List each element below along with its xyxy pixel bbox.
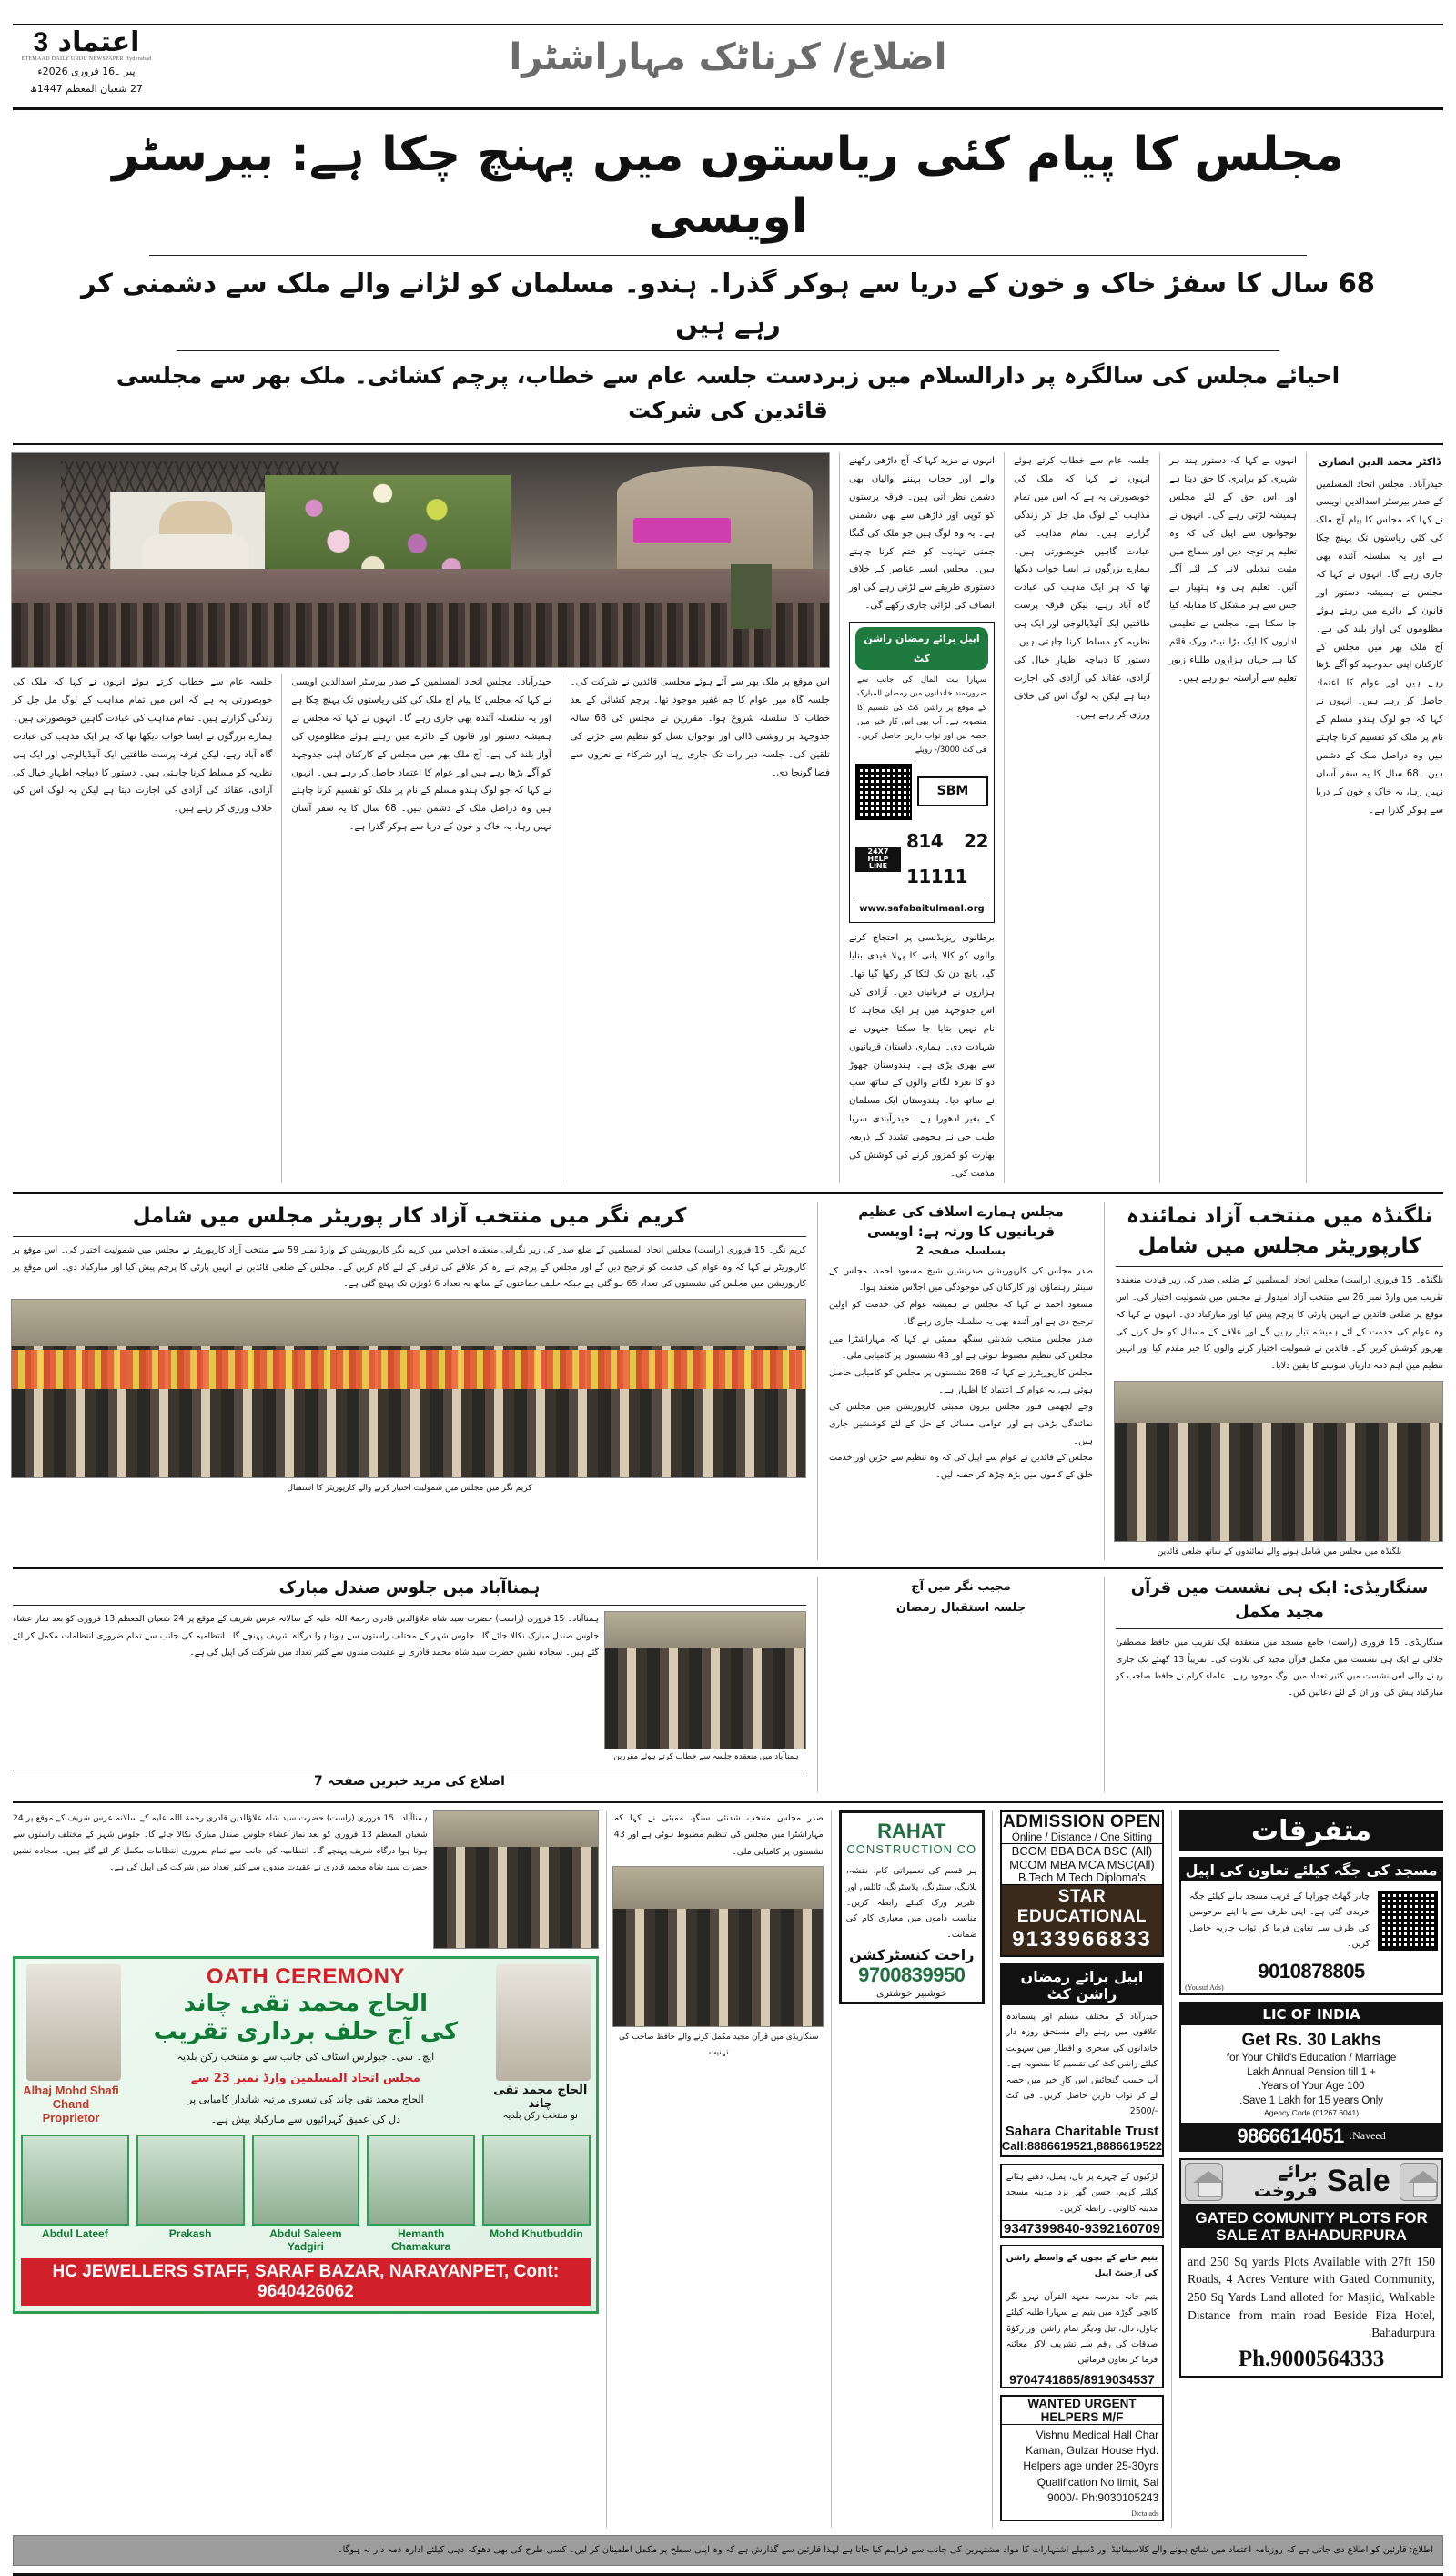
section-jalsa-subtitle: بسلسلہ صفحہ 2 (915, 1243, 1006, 1257)
headline-divider (149, 255, 1307, 256)
ad-wanted-helpers[interactable] (1000, 2395, 1164, 2521)
section-karimnagar-title: کریم نگر میں منتخب آزاد کار پوریٹر مجلس میں شامل (13, 1202, 806, 1237)
section-humnabad-text: ہمناآباد۔ 15 فروری (راست) حضرت سید شاہ علاؤالدین قادری رحمۃ اللہ علیہ کے سالانہ عرس شریف کے موقع پر 24 شعبان المعظم 13 فروری کو بعد نماز عشاء جلوس صندل مبارک نکالا جائے گا۔ جلوس شہر کے مختلف راستوں سے ہوتا ہوا درگاہ شریف پہنچے گا۔ انتظامیہ کی جانب سے تمام ضروری انتظامات مکمل کر لئے گئے ہیں۔ سجادہ نشین حضرت سید شاہ محمد قادری نے عقیدت مندوں سے کثیر تعداد میں شرکت کی اپیل کی ہے۔ (13, 1614, 599, 1658)
section-karimnagar-text: کریم نگر۔ 15 فروری (راست) مجلس اتحاد المسلمین کے ضلع صدر کی زیر نگرانی منعقدہ اجلاس میں کریم نگر کارپوریشن کے وارڈ نمبر 59 سے منتخب آزاد کارپوریٹر نے مجلس میں شمولیت اختیار کی۔ اس موقع پر کارپوریٹر نے کہا کہ وہ عوام کی خدمت کو ترجیح دیں گے اور مجلس کے پرچم تلے رہ کر علاقے کی ترقی کے لئے کام کریں گے۔ مجلس کے ضلعی قائدین نے انہیں پارٹی کا پرچم پیش کیا اور مبارکباد دی۔ اس موقع پر کارپوریشن میں مجلس کی نشستوں کی تعداد 65 ہو گئی ہے جبکہ حلیف جماعتوں کے ساتھ یہ تعداد 6 ڈویژن تک پہنچ گئی ہے۔ (13, 1245, 806, 1290)
main-headline: مجلس کا پیام کئی ریاستوں میں پہنچ چکا ہے: بیرسٹر اویسی (112, 127, 1344, 244)
sbm-ration-ad[interactable] (849, 622, 995, 923)
ad-star-header: ADMISSION OPEN (1003, 1812, 1161, 1832)
page-bottom-rule (13, 2573, 1443, 2576)
ad-sale-plots[interactable] (1179, 2158, 1443, 2378)
oath-staff-photo (21, 2135, 129, 2226)
filler-text-1: صدر مجلس منتخب شدنئی سنگھ ممبئی نے کہا کہ مہاراشٹرا میں مجلس کی تنظیم مضبوط ہوئی ہے اور 43 نشستوں پر کامیابی ملی۔ (613, 1813, 824, 1857)
photo-group (1115, 1423, 1442, 1541)
ad-star-line1: Online / Distance / One Sitting (1002, 1832, 1162, 1844)
story-paragraph: جلسہ عام سے خطاب کرتے ہوئے انہوں نے کہا کہ ملک کی خوبصورتی یہ ہے کہ اس میں تمام مذاہب کے لوگ مل جل کر زندگی گزارتے ہیں۔ تمام مذاہب کی عبادت گاہیں خوبصورتی ہیں۔ ہمارے بزرگوں نے ایسا خواب دیکھا تھا کہ ہر ایک مذہب کی عبادت گاہ آباد رہے، لیکن فرقہ پرست طاقتیں ایک آئیڈیالوجی اور ایک ہی نظریہ کو مسلط کرنا چاہتی ہیں۔ دستور کا دیباچہ اظہارِ خیال کی آزادی، عقائد کی آزادی کی اجازت دیتا ہے لیکن یہ لوگ اس کی خلاف ورزی کر رہے ہیں۔ (13, 677, 273, 815)
masthead-logo-text: اعتماد (57, 26, 140, 58)
ad-star-phone[interactable]: 9133966833 (1012, 1927, 1152, 1952)
column-divider (1104, 1202, 1105, 1560)
oath-staff-name: Hemanth Chamakura (390, 2226, 451, 2253)
lead-headline-block (13, 110, 1443, 436)
house-icon (1400, 2163, 1438, 2201)
jalsa-paragraph: مجلس کے قائدین نے عوام سے اپیل کی کہ وہ تنظیم سے جڑیں اور خدمت خلق کے کاموں میں بڑھ چڑھ کر حصہ لیں۔ (829, 1453, 1093, 1481)
oath-footer[interactable]: HC JEWELLERS STAFF, SARAF BAZAR, NARAYANPET, Cont: 9640426062 (21, 2258, 591, 2306)
masthead (13, 24, 1443, 110)
page-number: 3 (33, 27, 49, 57)
story-paragraph: جلسہ عام سے خطاب کرتے ہوئے انہوں نے کہا کہ ملک کی خوبصورتی یہ ہے کہ اس میں تمام مذاہب کے لوگ مل جل کر زندگی گزارتے ہیں۔ تمام مذاہب کی عبادت گاہیں خوبصورتی ہیں۔ ہمارے بزرگوں نے ایسا خواب دیکھا تھا کہ ہر ایک مذہب کی عبادت گاہ آباد رہے، لیکن فرقہ پرست طاقتیں ایک آئیڈیالوجی اور ایک ہی نظریہ کو مسلط کرنا چاہتی ہیں۔ دستور کا دیباچہ اظہارِ خیال کی آزادی، عقائد کی آزادی کی اجازت دیتا ہے لیکن یہ لوگ اس کی خلاف ورزی کر رہے ہیں۔ (1014, 456, 1150, 720)
story-column-5 (571, 674, 830, 1183)
ad-sahara-body: حیدرآباد کے مختلف مسلم اور پسماندہ علاقوں میں رہنے والے مستحق روزہ دار خاندانوں کی سحری و افطار میں سہولت کیلئے راشن کٹ کی تقسیم کا منصوبہ ہے۔ آپ حسب گنجائش اس کارِ خیر میں حصہ لے کر ثواب دارین حاصل کریں۔ فی کٹ -/2500 (1006, 2012, 1158, 2117)
mujeeb-nagar-title: مجیب نگر میں آج (911, 1580, 1011, 1595)
filler-text-2: ہمناآباد۔ 15 فروری (راست) حضرت سید شاہ علاؤالدین قادری رحمۃ اللہ علیہ کے سالانہ عرس شریف کے موقع پر 24 شعبان المعظم 13 فروری کو بعد نماز عشاء جلوس صندل مبارک نکالا جائے گا۔ جلوس شہر کے مختلف راستوں سے ہوتا ہوا درگاہ شریف پہنچے گا۔ انتظامیہ کی جانب سے تمام ضروری انتظامات مکمل کر لئے گئے ہیں۔ سجادہ نشین حضرت سید شاہ محمد قادری نے عقیدت مندوں سے کثیر تعداد میں شرکت کی اپیل کی ہے۔ (13, 1813, 428, 1872)
ad-lic-body (1181, 2025, 1441, 2123)
headline-divider-2 (177, 350, 1279, 351)
ad-oath-ceremony[interactable] (13, 1956, 599, 2314)
ad-star-name: STAR EDUCATIONAL (1016, 1887, 1148, 1927)
lead-photo-wrap (13, 452, 830, 668)
oath-left-caption-2: نو منتخب رکن بلدیہ (502, 2111, 578, 2122)
classifieds-section (13, 1801, 1443, 2528)
oath-staff-name: Abdul Lateef (42, 2226, 108, 2240)
story-photo-column (13, 452, 830, 1183)
column-divider (1004, 452, 1005, 1183)
ad-sale-title: GATED COMUNITY PLOTS FOR SALE AT BAHADURPURA (1181, 2206, 1441, 2248)
classified-column-4 (614, 1810, 824, 2528)
classified-column-2 (1000, 1810, 1164, 2528)
ad-lic-line1: Get Rs. 30 Lakhs (1241, 2030, 1381, 2050)
ad-rahat-construction[interactable] (839, 1810, 985, 2004)
oath-staff-name: Abdul Saleem Yadgiri (269, 2226, 342, 2253)
section-sangareddy-text: سنگاریڈی۔ 15 فروری (راست) جامع مسجد میں منعقدہ ایک تقریب میں حافظ مصطفیٰ جلالی نے ایک ہی نشست میں مکمل قرآن مجید کی تلاوت کی۔ تقریباً 13 گھنٹے تک جاری رہنے والی اس نشست میں کثیر تعداد میں لوگ موجود رہے۔ علماء کرام نے حافظ صاحب کو مبارکباد پیش کی اور ان کے لئے دعائیں کیں۔ (1116, 1638, 1443, 1699)
jalsa-paragraph: صدر مجلس کی کارپوریشن صدرنشین شیخ مسعود احمد، مجلس کے سینئر رہنماؤں اور کارکنان کی موجودگی میں اجلاس منعقد ہوا۔ (829, 1265, 1093, 1293)
oath-proprietor-portrait (26, 1964, 121, 2081)
photo-pink-banner (633, 518, 732, 543)
oath-left-caption-1: الحاج محمد تقی چاند (493, 2084, 588, 2112)
oath-line-3: الحاج محمد تقی چاند کی تیسری مرتبہ شاندار کامیابی پر (187, 2094, 424, 2106)
sangareddy-photo (612, 1866, 824, 2027)
photo-group (605, 1648, 805, 1749)
ad-sale-word: Sale (1326, 2164, 1390, 2199)
ad-lic-line2: for Your Child's Education / Marriage (1226, 2053, 1397, 2064)
ad-yateem-body: یتیم خانہ مدرسہ معہد القرآن نہرو نگر کانچی گوڑہ میں یتیم بے سہارا طلبہ کیلئے چاول، دال، تیل ودیگر تمام راشن اور زکوٰۃ صدقات کی رقم سے تشریف لاکر معائنہ فرما کر تعاون فرمائیں (1006, 2291, 1158, 2366)
ad-sahara-trust: Sahara Charitable Trust (1005, 2123, 1159, 2139)
oath-staff-name: Mohd Khutbuddin (490, 2226, 583, 2240)
column-divider (839, 452, 840, 1183)
classified-column-5 (13, 1810, 599, 2528)
ad-rahat-phone[interactable]: 9700839950 (858, 1963, 966, 1987)
section-humnabad-photo (604, 1611, 806, 1749)
story-paragraph: انہوں نے مزید کہا کہ آج داڑھی رکھنے والے اور حجاب پہننے والیاں بھی دشمن نظر آتی ہیں۔ فرقہ پرستوں کو ٹوپی اور داڑھی سے بھی دشمنی ہے۔ یہ وہ لوگ ہیں جو ملک کی گنگا جمنی تہذیب کو ختم کرنا چاہتے ہیں۔ مجلس ایسے عناصر کے خلاف دستوری طریقے سے لڑتی رہے گی اور انصاف کی لڑائی جاری رکھے گی۔ (849, 456, 995, 612)
ad-sale-phone[interactable]: Ph.9000564333 (1238, 2346, 1385, 2371)
oath-urdu-title-2: کی آج حلف برداری تقریب (153, 2018, 459, 2046)
section-nalgonda (1116, 1202, 1443, 1560)
more-news-line[interactable]: اضلاع کی مزید خبریں صفحہ 7 (13, 1770, 806, 1792)
sub-headline-1: 68 سال کا سفرٔ خاک و خون کے دریا سے ہوکر گذرا۔ ہندو۔ مسلمان کو لڑانے والے ملک سے دشمنی کر رہے ہیں (81, 268, 1375, 340)
ad-wanted-agency: Dicta ads (1131, 2509, 1159, 2518)
disclaimer-notice: اطلاع: قارئین کو اطلاع دی جاتی ہے کہ روزنامہ اعتماد میں شائع ہونے والے کلاسیفائیڈ اور ڈسپلے اشتہارات کا مواد مشتہرین کی جانب سے فراہم کیا جاتا ہے لہٰذا قارئین سے گذارش ہے کہ وہ اپنی سطح پر مکمل اطمینان کر لیں۔ کسی طرح کی بھی دھوکہ دہی کیلئے ادارہ ذمہ دار نہ ہوگا۔ (13, 2535, 1443, 2566)
sbm-ad-contact-row (855, 764, 988, 820)
sub-headline-2: احیائے مجلس کی سالگرہ پر دارالسلام میں زبردست جلسہ عام سے خطاب، پرچم کشائی۔ ملک بھر سے مجلسی قائدین کی شرکت (116, 362, 1340, 423)
story-column-6 (291, 674, 551, 1183)
qr-code-icon[interactable] (855, 764, 912, 820)
story-paragraph: حیدرآباد۔ مجلس اتحاد المسلمین کے صدر بیرسٹر اسدالدین اویسی نے کہا کہ مجلس کا پیام آج ملک کی کئی ریاستوں تک پہنچ چکا ہے اور یہ سلسلہ آئندہ بھی جاری رہے گا۔ انہوں نے کہا کہ مجلس نے ہمیشہ دستور اور قانون کے دائرے میں رہتے ہوئے مظلوموں کی آواز بلند کی ہے۔ آج ملک بھر میں مجلس کے کارکنان اپنی جدوجہد کو آگے بڑھا رہے ہیں اور عوام کا اعتماد حاصل کر رہے ہیں۔ انہوں نے کہا کہ جو لوگ ہندو مسلم کے نام پر ملک کو تقسیم کرنا چاہتے ہیں وہ دراصل ملک کے دشمن ہیں۔ 68 سال کا یہ سفر آسان نہیں رہا، یہ خاک و خون کے دریا سے ہوکر گذرا ہے۔ (291, 677, 551, 833)
story-paragraph: انہوں نے کہا کہ دستور ہند ہر شہری کو برابری کا حق دیتا ہے اور اس حق کے لئے مجلس ہمیشہ لڑتی رہے گی۔ انہوں نے نوجوانوں سے اپیل کی کہ وہ تعلیم پر توجہ دیں اور سماج میں مثبت تبدیلی لانے کے لئے آگے آئیں۔ تعلیم ہی وہ ہتھیار ہے جس سے ہر مشکل کا مقابلہ کیا جا سکتا ہے۔ مجلس نے تعلیمی اداروں کا ایک بڑا نیٹ ورک قائم کیا ہے جہاں ہزاروں طلباء زیور تعلیم سے آراستہ ہو رہے ہیں۔ (1169, 456, 1297, 684)
ad-rahat-name-1: RAHAT (877, 1820, 946, 1843)
ad-star-educational[interactable] (1000, 1810, 1164, 1957)
ad-sale-header (1181, 2160, 1441, 2206)
classified-column-1 (1179, 1810, 1443, 2528)
photo-garlands (12, 1350, 805, 1389)
story-column-4 (849, 452, 995, 1183)
ad-yateem-phone[interactable]: 9704741865/8919034537 (1009, 2371, 1155, 2387)
byline: ڈاکٹر محمد الدین انصاری (1319, 456, 1441, 469)
story-paragraph: حیدرآباد۔ مجلس اتحاد المسلمین کے صدر بیرسٹر اسدالدین اویسی نے کہا کہ مجلس کا پیام آج ملک کی کئی ریاستوں تک پہنچ چکا ہے اور یہ سلسلہ آئندہ بھی جاری رہے گا۔ انہوں نے کہا کہ مجلس نے ہمیشہ دستور اور قانون کے دائرے میں رہتے ہوئے مظلوموں کی آواز بلند کی ہے۔ آج ملک بھر میں مجلس کے کارکنان اپنی جدوجہد کو آگے بڑھا رہے ہیں اور عوام کا اعتماد حاصل کر رہے ہیں۔ انہوں نے کہا کہ جو لوگ ہندو مسلم کے نام پر ملک کو تقسیم کرنا چاہتے ہیں وہ دراصل ملک کے دشمن ہیں۔ 68 سال کا یہ سفر آسان نہیں رہا، یہ خاک و خون کے دریا سے ہوکر گذرا ہے۔ (1316, 479, 1443, 816)
ad-star-line4: B.Tech M.Tech Diploma's (1002, 1871, 1162, 1885)
section-jalsa-title: مجلس ہمارے اسلاف کی عظیم قربانیوں کا ورثہ ہے: اویسی (858, 1202, 1064, 1241)
ad-sale-urdu: برائے فروخت (1253, 2161, 1318, 2201)
ad-hasan-body: لڑکیوں کے چہرے پر بال، پمپل، دھبے ہٹانے کیلئے کریم، حسن گھر نزد مدینہ مسجد مدینہ کالونی۔ رابطہ کریں۔ (1006, 2171, 1158, 2214)
photo-group (613, 1909, 823, 2027)
ad-yateem-khana[interactable] (1000, 2245, 1164, 2388)
newspaper-page (0, 24, 1456, 2555)
ad-rahat-body: ہر قسم کی تعمیراتی کام، نقشہ، پلاننگ، سنٹرنگ، پلاسٹرنگ، ٹائلس اور انٹیریر ورک کیلئے رابطہ کریں۔ مناسب داموں میں معیاری کام کی ضمانت۔ (845, 1866, 977, 1940)
oath-urdu-title-1: الحاج محمد تقی چاند (183, 1990, 429, 2018)
story-column-3 (1014, 452, 1150, 1183)
house-icon (1185, 2163, 1223, 2201)
oath-left-portrait (496, 1964, 591, 2081)
oath-staff-name: Prakash (168, 2226, 212, 2240)
masthead-center (13, 36, 1443, 78)
oath-line-2: مجلس اتحاد المسلمین وارڈ نمبر 23 سے (190, 2072, 420, 2086)
section-karimnagar (13, 1202, 806, 1560)
oath-line-1: ایچ۔ سی۔ جیولرس اسٹاف کی جانب سے نو منتخب رکن بلدیہ (177, 2051, 435, 2064)
column-divider (1306, 452, 1307, 1183)
oath-staff-photo (252, 2135, 360, 2226)
sbm-ad-phone-row (855, 824, 988, 895)
masthead-date-gregorian: پیر ۔16 فروری 2026ء (37, 66, 136, 77)
lead-photo (11, 452, 830, 668)
ad-lic-line5: Save 1 Lakh for 15 years Only. (1239, 2094, 1384, 2106)
sbm-website[interactable]: www.safabaitulmaal.org (855, 898, 988, 918)
section-jalsa (829, 1202, 1093, 1560)
ad-lic-line3: + 1 Lakh Annual Pension till (1247, 2066, 1376, 2078)
story-column-2 (1169, 452, 1297, 1183)
ad-sahara-header: اپیل برائے رمضان راشن کٹ (1002, 1965, 1162, 2005)
masthead-date-hijri: 27 شعبان المعظم 1447ھ (30, 82, 143, 95)
ad-lic-header: LIC OF INDIA (1181, 2003, 1441, 2025)
masthead-top-rule (13, 24, 1443, 25)
section-humnabad-title: ہمناآباد میں جلوس صندل مبارک (13, 1577, 806, 1606)
ad-star-line2: BCOM BBA BCA BSC (All) (1002, 1844, 1162, 1858)
story-paragraph: اس موقع پر ملک بھر سے آئے ہوئے مجلسی قائدین نے شرکت کی۔ جلسہ گاہ میں عوام کا جم غفیر موجود تھا۔ پرچم کشائی کے بعد خطاب کا سلسلہ شروع ہوا۔ مقررین نے مجلس کی 68 سالہ جدوجہد پر روشنی ڈالی اور نوجوان نسل کو تنظیم سے جڑنے کی تلقین کی۔ جلسہ دیر رات تک جاری رہا اور شرکاء نے نعروں سے فضا گونجا دی۔ (570, 677, 830, 778)
sangareddy-photo-caption: سنگاریڈی میں قرآن مجید مکمل کرنے والے حافظ صاحب کی تہنیت (619, 2033, 819, 2058)
ad-hasan-phone[interactable]: 9347399840-9392160709 (1002, 2220, 1162, 2236)
ad-rahat-urdu-name: راحت کنسٹرکشن (849, 1946, 975, 1964)
section-nalgonda-photo (1114, 1381, 1443, 1542)
ad-rahat-contact: خوشبیر خوشتری (875, 1987, 947, 2000)
jalsa-paragraph: مجلس کارپوریٹرز نے کہا کہ 268 نشستوں پر مجلس کو کامیابی حاصل ہوئی ہے، یہ عوام کے اعتماد کا اظہار ہے۔ (829, 1367, 1094, 1395)
ad-lic-contact-label: Naveed: (1349, 2129, 1386, 2143)
ad-sahara-ration[interactable] (1000, 1963, 1164, 2157)
mid-section-band (13, 1192, 1443, 1560)
photo-group (434, 1847, 598, 1948)
classifieds-banner: متفرقات (1179, 1810, 1443, 1851)
column-divider (992, 1810, 993, 2528)
classified-column-3 (839, 1810, 985, 2528)
oath-line-4: دل کی عمیق گہرائیوں سے مبارکباد پیش ہے۔ (210, 2113, 400, 2125)
helpline-badge: 24X7 HELP LINE (855, 847, 901, 872)
oath-staff-photo (482, 2135, 591, 2226)
sbm-ad-body: سہارا بیت المال کی جانب سے ضرورتمند خاندانوں میں رمضان المبارک کے موقع پر راشن کٹ کی تقسیم کا منصوبہ ہے۔ آپ بھی اس کارِ خیر میں حصہ لیں اور ثواب دارین حاصل کریں۔ فی کٹ 3000/- روپئے (857, 674, 986, 756)
section-karimnagar-caption: کریم نگر میں مجلس میں شمولیت اختیار کرنے والے کارپوریٹر کا استقبال (287, 1484, 532, 1494)
ad-hasan-ghar[interactable] (1000, 2164, 1164, 2238)
ad-masjid-phone[interactable]: 9010878805 (1258, 1959, 1365, 1983)
qr-code-icon[interactable] (1378, 1891, 1438, 1951)
section-karimnagar-photo (11, 1299, 806, 1478)
oath-proprietor-title: Proprietor (42, 2111, 100, 2125)
column-divider (606, 1810, 607, 2528)
column-divider (1159, 452, 1160, 1183)
section-title: اضلاع/ کرناٹک مہاراشٹرا (509, 36, 947, 78)
section-nalgonda-title: نلگنڈہ میں منتخب آزاد نمائندہ کارپوریٹر مجلس میں شامل (1116, 1202, 1443, 1268)
ad-star-line3: MCOM MBA MCA MSC(All) (1002, 1858, 1162, 1871)
ad-masjid-header: مسجد کی جگہ کیلئے تعاون کی اپیل (1181, 1859, 1441, 1881)
ad-masjid-agency: (Yousuf Ads) (1185, 1983, 1224, 1992)
column-divider (1171, 1810, 1172, 2528)
section-jalsa-body (829, 1263, 1093, 1485)
jalsa-paragraph: مسعود احمد نے کہا کہ مجلس نے ہمیشہ عوام کی خدمت کو اولین ترجیح دی ہے اور آئندہ بھی یہ سلسلہ جاری رہے گا۔ (829, 1300, 1093, 1327)
section-sangareddy (1116, 1577, 1443, 1792)
ad-yateem-header: یتیم خانے کے بچوں کے واسطے راشن کی ارجنٹ اپیل (1006, 2252, 1158, 2279)
masthead-logo-subtext: ETEMAAD DAILY URDU NEWSPAPER Hyderabad (21, 56, 152, 62)
sbm-ad-header: اپیل برائے رمضان راشن کٹ (855, 627, 988, 670)
jalsa-paragraph: وجے لچھمی فلور مجلس بیرون ممبئی کارپوریشن میں مجلس کی نمائندگی بڑھی ہے اور عوامی مسائل کے حل کے لئے کوششیں جاری ہیں۔ (829, 1402, 1093, 1446)
photo-audience (12, 603, 829, 668)
sbm-phone[interactable]: 814 22 11111 (905, 829, 988, 887)
ad-sahara-phone[interactable]: Call:8886619521,8886619522 (1001, 2138, 1163, 2153)
oath-title: OATH CEREMONY (206, 1964, 405, 1990)
ad-lic-line4: 100 Years of Your Age. (1258, 2081, 1365, 2093)
ad-wanted-header: WANTED URGENT HELPERS M/F (1002, 2397, 1162, 2425)
section-mujeeb-nagar (829, 1577, 1093, 1792)
oath-proprietor-name: Alhaj Mohd Shafi Chand (23, 2084, 119, 2112)
jalsa-paragraph: صدر مجلس منتخب شدنئی سنگھ ممبئی نے کہا کہ مہاراشٹرا میں مجلس کی تنظیم مضبوط ہوئی ہے اور 43 نشستوں پر کامیابی ملی۔ (829, 1334, 1093, 1362)
column-divider (1104, 1577, 1105, 1792)
ad-masjid-body: چادر گھاٹ چوراہا کے قریب مسجد بنانے کیلئے جگہ خریدی گئی ہے۔ اپنی طرف سے یا اپنے مرحومین کی طرف سے تعاون فرما کر ثواب جاریہ حاصل کریں۔ (1189, 1891, 1370, 1950)
photo-guard (731, 564, 772, 629)
ad-lic-agency-code: Agency Code (01267.6041) (1264, 2108, 1360, 2118)
column-divider (817, 1577, 818, 1792)
secondary-band (13, 1567, 1443, 1792)
humnabad-photo (433, 1810, 599, 1949)
ad-lic-phone[interactable]: 9866614051 (1237, 2124, 1344, 2147)
ad-rahat-name-2: CONSTRUCTION CO (846, 1842, 977, 1857)
oath-staff-photo (136, 2135, 245, 2226)
story-column-7 (13, 674, 272, 1183)
sbm-badge: SBM (917, 776, 988, 806)
lead-story (13, 443, 1443, 1183)
ad-wanted-body: Vishnu Medical Hall Char Kaman, Gulzar House Hyd. Helpers age under 25-30yrs Qualification No limit, Sal 9000/- Ph:9030105243 (1023, 2428, 1159, 2505)
ad-lic-of-india[interactable] (1179, 2002, 1443, 2152)
story-paragraph: برطانوی ریزیڈنسی پر احتجاج کرنے والوں کو کالا پانی کا پہلا قیدی بنایا گیا، پانچ دن تک لٹکا کر رکھا گیا تھا۔ ہزاروں نے قربانیاں دیں۔ آزادی کی اس جدوجہد میں ہر ایک مجاہد کا نام نہیں بتایا جا سکتا جنہوں نے شہادت دی۔ ہماری داستان قربانیوں سے بھری پڑی ہے۔ ہندوستان چھوڑ دو کا نعرہ لگانے والوں کے ساتھ سب نے ساتھ دیا۔ ہندوستان ایک مسلمان کے بغیر ادھورا ہے۔ حیدرآبادی سریا طیب جی نے ہجومی تشدد کے ذریعہ بھارت کو کمزور کرنے کی کوشش کی مذمت کی۔ (849, 933, 995, 1179)
ad-masjid-appeal[interactable] (1179, 1857, 1443, 1995)
story-column-1 (1316, 452, 1443, 1183)
ad-sale-body: 150 and 250 Sq yards Plots Available with 27ft Roads, 4 Acres Venture with Gated Community, 250 Sq Yards Land alloted for Masjid, Walkable Distance from main road Beside Fiza Hotel, Bahadurpura. (1188, 2254, 1435, 2340)
mujeeb-nagar-subtitle: جلسہ استقبال رمضان (895, 1601, 1026, 1616)
section-nalgonda-caption: نلگنڈہ میں مجلس میں شامل ہونے والے نمائندوں کے ساتھ ضلعی قائدین (1157, 1547, 1402, 1557)
column-divider (831, 1810, 832, 2528)
column-divider (817, 1202, 818, 1560)
section-humnabad-caption: ہمناآباد میں منعقدہ جلسہ سے خطاب کرتے ہوئے مقررین (613, 1752, 799, 1762)
section-sangareddy-title: سنگاریڈی: ایک ہی نشست میں قرآن مجید مکمل (1116, 1577, 1443, 1629)
column-divider (281, 674, 282, 1183)
section-humnabad (13, 1577, 806, 1792)
oath-staff-photo (367, 2135, 475, 2226)
section-nalgonda-text: نلگنڈہ۔ 15 فروری (راست) مجلس اتحاد المسلمین کے ضلعی صدر کی زیر قیادت منعقدہ تقریب میں وارڈ نمبر 26 سے منتخب آزاد امیدوار نے مجلس میں شمولیت اختیار کی۔ اس موقع پر ضلعی قائدین نے انہیں پارٹی کا پرچم پیش کیا اور مبارکباد دی۔ انہوں نے کہا کہ وہ عوام کی خدمت کے لئے ہمیشہ تیار رہیں گے اور علاقے کے مسائل کو حل کرنے کی بھرپور کوشش کریں گے۔ قائدین نے شمولیت اختیار کرنے والوں کا خیر مقدم کیا اور انہیں تنظیم میں اہم ذمہ داریاں سونپنے کا یقین دلایا۔ (1116, 1275, 1444, 1371)
